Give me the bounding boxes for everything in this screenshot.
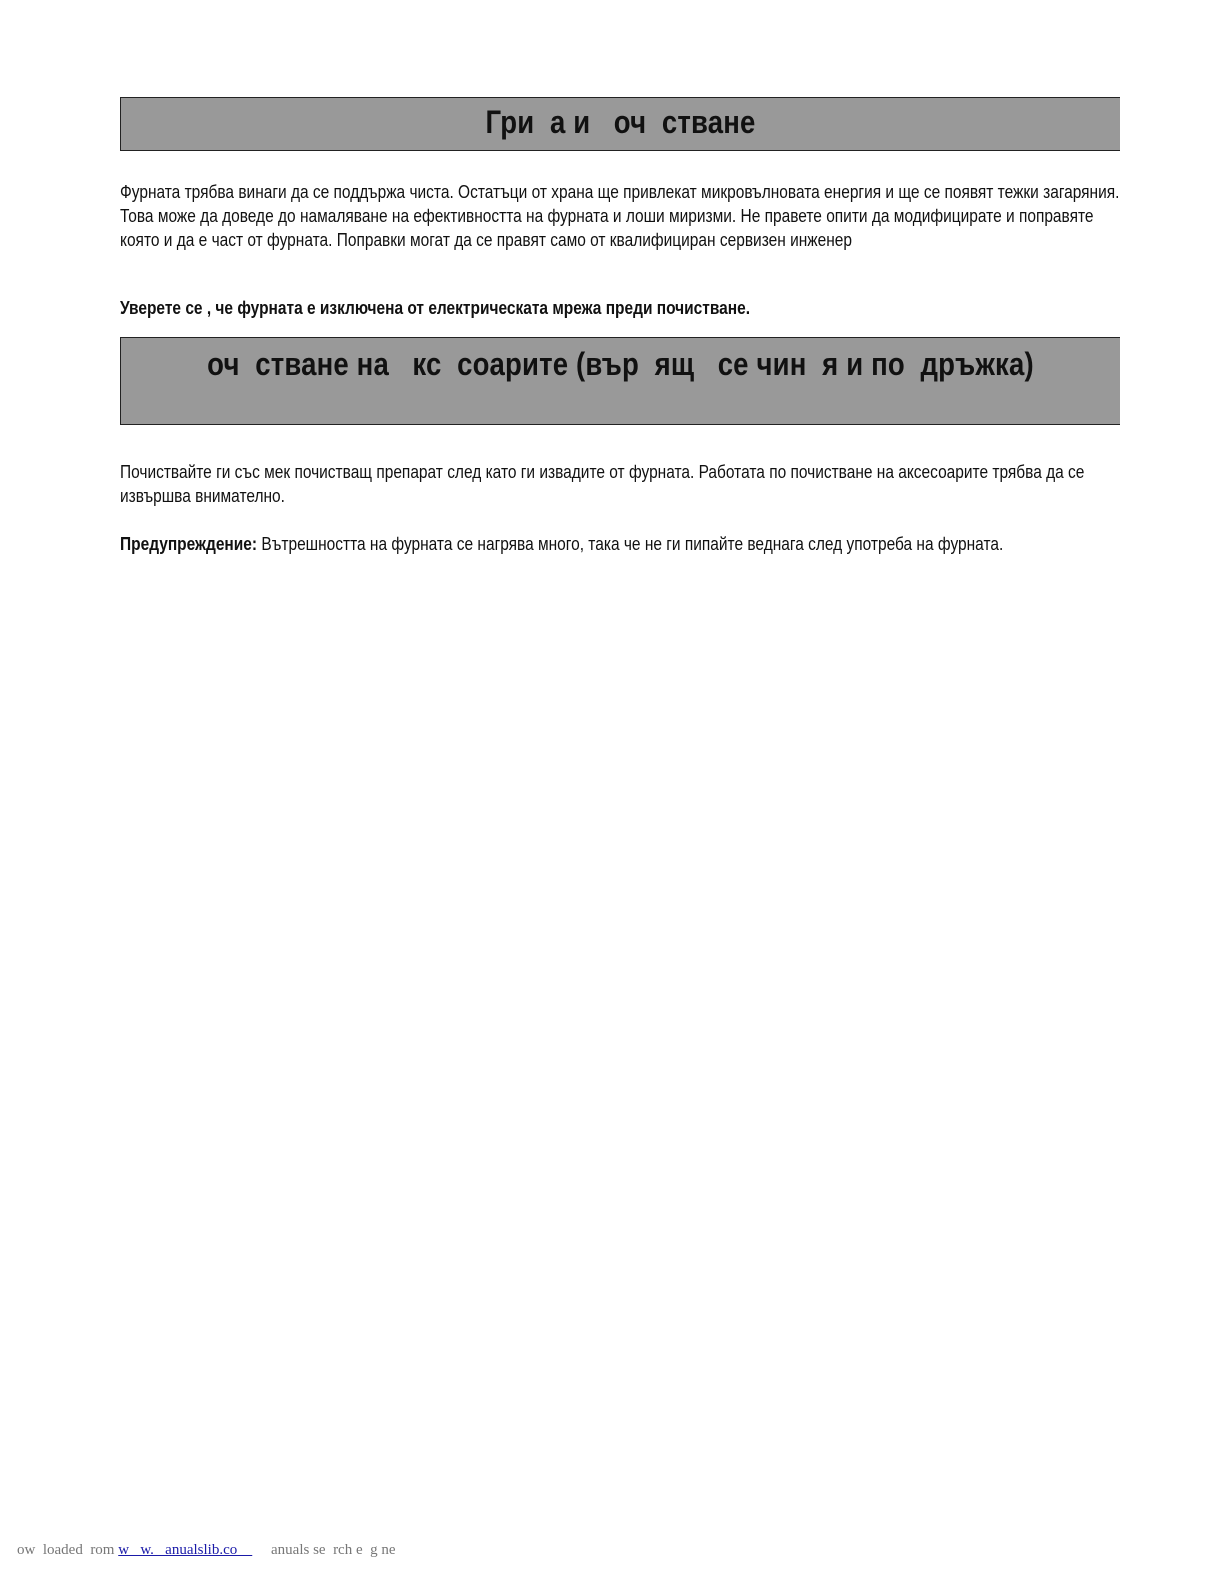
section-heading-accessories — [120, 337, 1120, 425]
footer-prefix: ow loaded rom — [17, 1542, 119, 1558]
warning-paragraph — [120, 532, 1122, 556]
footer-suffix: anuals se rch e g ne — [252, 1542, 396, 1558]
unplug-notice: Уверете се , че фурната е изключена от електрическата мрежа преди почистване. — [120, 298, 751, 318]
care-paragraph: Фурната трябва винаги да се поддържа чиста. Остатъци от храна ще привлекат микровълновата енергия и ще се появят тежки загаряния. Това може да доведе до намаляване на ефективността на фурната и лоши миризми. Не правете опити да модифицирате и поправяте която и да е част от фурната. Поправки могат да се правят само от квалифициран сервизен инженер — [120, 182, 1120, 250]
download-footer — [17, 1542, 396, 1559]
warning-text: Вътрешността на фурната се нагрява много, така че не ги пипайте веднага след употреба на фурната. — [257, 534, 1004, 554]
footer-link[interactable]: w w. anualslib.co — [118, 1542, 253, 1558]
accessories-paragraph: Почиствайте ги със мек почистващ препарат след като ги извадите от фурната. Работата по почистване на аксесоарите трябва да се извършва внимателно. — [120, 462, 1085, 506]
section-title: оч стване на кс соарите (вър ящ се чин я и по дръжка) — [207, 346, 1034, 382]
section-heading-care-cleaning — [120, 97, 1120, 151]
section-title: Гри а и оч стване — [485, 104, 756, 140]
warning-label: Предупреждение: — [120, 534, 258, 554]
